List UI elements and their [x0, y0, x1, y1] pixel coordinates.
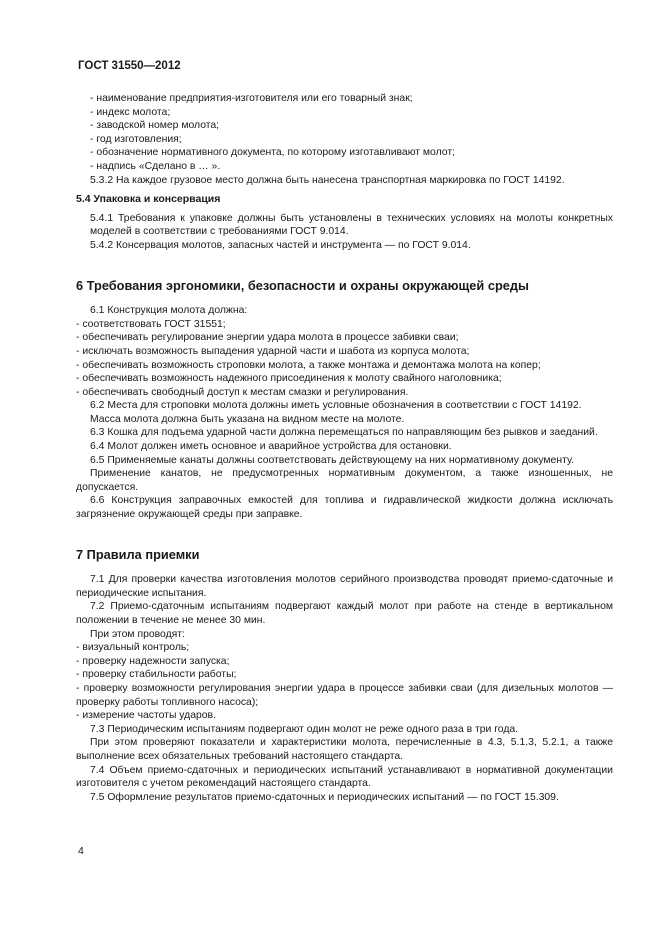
list-item: - индекс молота;	[90, 106, 171, 118]
page-number: 4	[78, 845, 84, 857]
list-item: - наименование предприятия-изготовителя или его товарный знак;	[90, 93, 413, 104]
clause-6-2-note: Масса молота должна быть указана на видном месте на молоте.	[90, 413, 405, 425]
list-item: - надпись «Сделано в … ».	[90, 160, 221, 172]
clause-7-1: 7.1 Для проверки качества изготовления молотов серийного производства проводят приемо-сдаточные и периодические испытания.	[76, 574, 613, 599]
clause-7-3-note: При этом проверяют показатели и характеристики молота, перечисленные в 4.3, 5.1.3, 5.2.1, а также выполнение всех обязательных требований настоящего стандарта.	[76, 737, 613, 762]
clause-5-3-2: 5.3.2 На каждое грузовое место должна быть нанесена транспортная маркировка по ГОСТ 14192.	[90, 174, 565, 186]
document-header: ГОСТ 31550—2012	[78, 60, 181, 72]
clause-7-3: 7.3 Периодическим испытаниям подвергают один молот не реже одного раза в три года.	[90, 723, 519, 735]
clause-6-3: 6.3 Кошка для подъема ударной части должна перемещаться по направляющим без рывков и заеданий.	[90, 427, 598, 439]
clause-6-2: 6.2 Места для строповки молота должны иметь условные обозначения в соответствии с ГОСТ 14192.	[90, 400, 582, 412]
clause-5-4-2: 5.4.2 Консервация молотов, запасных частей и инструмента — по ГОСТ 9.014.	[90, 239, 471, 251]
list-item: - исключать возможность выпадения ударной части и шабота из корпуса молота;	[76, 345, 470, 357]
list-item: - измерение частоты ударов.	[76, 710, 216, 722]
list-item: - обеспечивать свободный доступ к местам смазки и регулирования.	[76, 386, 409, 398]
list-item: - проверку стабильности работы;	[76, 669, 237, 681]
list-item: - проверку надежности запуска;	[76, 655, 230, 667]
clause-6-6: 6.6 Конструкция заправочных емкостей для топлива и гидравлической жидкости должна исключать загрязнение окружающей среды при заправке.	[76, 495, 613, 521]
clause-7-2: 7.2 Приемо-сдаточным испытаниям подвергают каждый молот при работе на стенде в вертикальном положении в течение не менее 30 мин.	[76, 601, 613, 626]
clause-7-5: 7.5 Оформление результатов приемо-сдаточных и периодических испытаний — по ГОСТ 15.309.	[90, 791, 559, 803]
list-item: - проверку возможности регулирования энергии удара в процессе забивки сваи (для дизельных молотов — проверку работы топливного насоса);	[76, 682, 613, 708]
clause-6-5-note: Применение канатов, не предусмотренных нормативным документом, а также изношенных, не допускается.	[76, 468, 613, 493]
list-item: - визуальный контроль;	[76, 642, 190, 654]
section-5-4-title: 5.4 Упаковка и консервация	[76, 193, 221, 206]
clause-7-4: 7.4 Объем приемо-сдаточных и периодических испытаний устанавливают в нормативной документации изготовителя с учетом рекомендаций настоящего стандарта.	[76, 764, 613, 790]
list-item: - год изготовления;	[90, 133, 182, 145]
list-item: - соответствовать ГОСТ 31551;	[76, 318, 226, 330]
clause-5-4-1: 5.4.1 Требования к упаковке должны быть установлены в технических условиях на молоты конкретных моделей в соответствии с требованиями ГОСТ 9.014.	[90, 212, 613, 238]
list-item: - обозначение нормативного документа, по которому изготавливают молот;	[90, 147, 455, 159]
clause-7-2-intro: При этом проводят:	[90, 628, 185, 640]
clause-6-5: 6.5 Применяемые канаты должны соответствовать действующему на них нормативному документу.	[90, 454, 574, 466]
section-7-title: 7 Правила приемки	[76, 546, 200, 562]
list-item: - обеспечивать регулирование энергии удара молота в процессе забивки сваи;	[76, 332, 459, 344]
list-item: - обеспечивать возможность надежного присоединения к молоту свайного наголовника;	[76, 373, 502, 385]
clause-6-1: 6.1 Конструкция молота должна:	[90, 305, 248, 317]
list-item: - заводской номер молота;	[90, 120, 220, 132]
section-6-title: 6 Требования эргономики, безопасности и охраны окружающей среды	[76, 277, 529, 293]
clause-6-4: 6.4 Молот должен иметь основное и аварийное устройства для остановки.	[90, 441, 452, 453]
page-content	[76, 92, 613, 804]
list-item: - обеспечивать возможность строповки молота, а также монтажа и демонтажа молота на копер;	[76, 359, 541, 371]
